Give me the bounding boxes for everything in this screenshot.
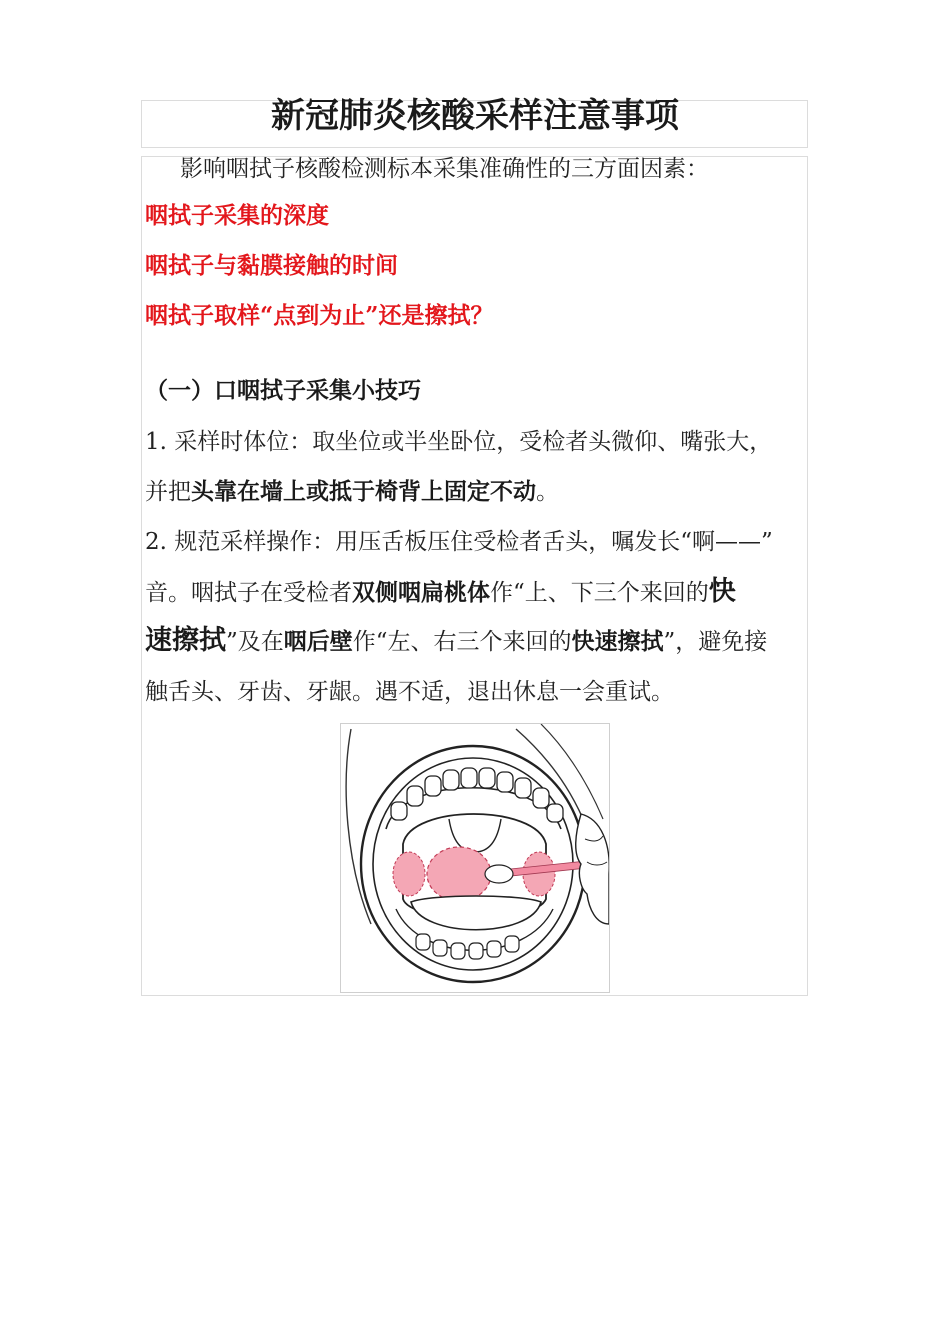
item2-text-c: 作“上、下三个来回的	[490, 580, 709, 606]
intro-text: 影响咽拭子核酸检测标本采集准确性的三方面因素：	[180, 156, 709, 182]
item2-text-a: 音。咽拭子在受检者	[145, 580, 352, 606]
factor-contact-time: 咽拭子与黏膜接触的时间	[145, 252, 398, 279]
item1-bold-posture: 头靠在墙上或抵于椅背上固定不动	[191, 478, 536, 505]
item2-bold-fast-2: 速擦拭	[145, 625, 226, 656]
factor-depth: 咽拭子采集的深度	[145, 202, 329, 229]
item2-line3	[145, 626, 767, 657]
item2-bold-pharynx: 咽后壁	[283, 628, 353, 655]
item2-line2	[145, 577, 736, 608]
item1-line1: 1. 采样时体位：取坐位或半坐卧位，受检者头微仰、嘴张大，	[145, 429, 773, 455]
item2-line4: 触舌头、牙齿、牙龈。遇不适，退出休息一会重试。	[145, 679, 674, 705]
item1-line2	[145, 477, 559, 507]
section-heading: （一）口咽拭子采集小技巧	[145, 377, 421, 404]
page-title: 新冠肺炎核酸采样注意事项	[271, 96, 679, 136]
item2-text-b: ”及在	[226, 629, 284, 655]
item2-bold-fast-3: 快速擦拭	[571, 628, 664, 655]
item2-text-f: ”，避免接	[663, 629, 768, 655]
open-mouth-swab-icon	[341, 724, 610, 993]
item1-prefix: 并把	[145, 479, 191, 505]
item1-suffix: 。	[536, 479, 559, 505]
item2-bold-fast-1: 快	[708, 576, 736, 607]
item2-line1: 2. 规范采样操作：用压舌板压住受检者舌头，嘱发长“啊——”	[145, 529, 773, 555]
item2-bold-tonsils: 双侧咽扁桃体	[352, 579, 490, 606]
item2-text-d: 作“左、右三个来回的	[352, 629, 572, 655]
mouth-swab-illustration	[340, 723, 610, 993]
factor-swab-method: 咽拭子取样“点到为止”还是擦拭？	[145, 302, 494, 329]
